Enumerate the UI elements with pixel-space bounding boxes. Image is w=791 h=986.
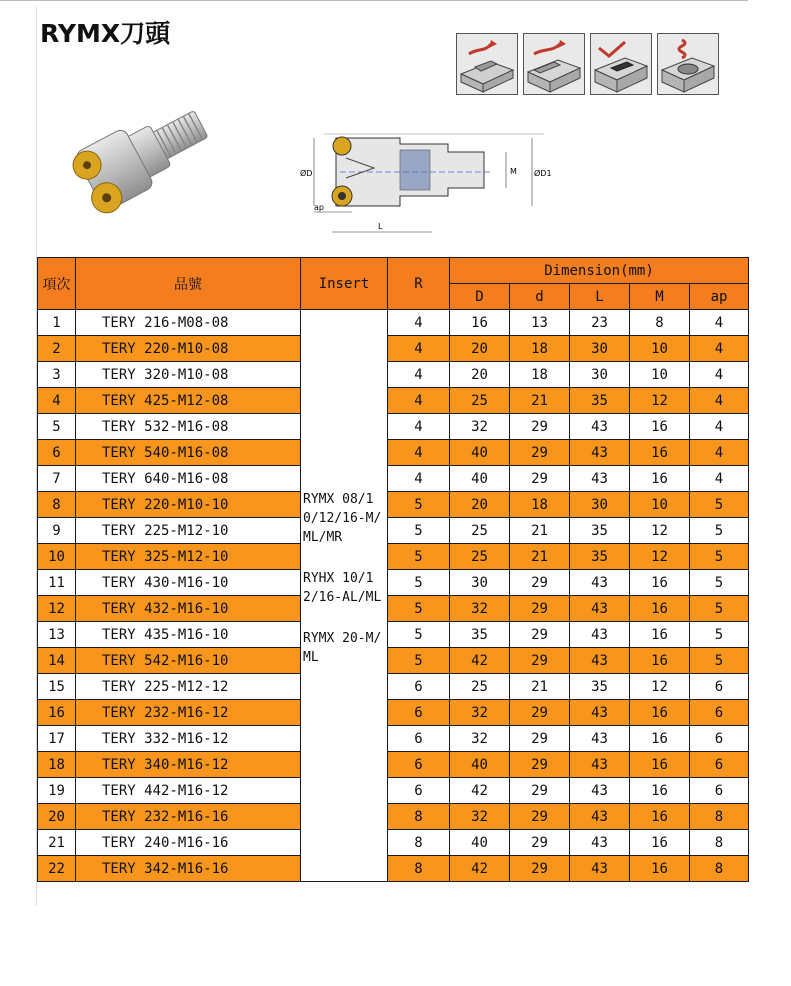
cell-m: 10 xyxy=(630,362,690,388)
cell-r: 4 xyxy=(388,440,450,466)
cell-r: 6 xyxy=(388,700,450,726)
cell-ap: 4 xyxy=(690,414,749,440)
cell-d: 18 xyxy=(510,362,570,388)
cell-l: 35 xyxy=(570,518,630,544)
cell-d: 18 xyxy=(510,492,570,518)
cell-m: 16 xyxy=(630,466,690,492)
cell-l: 43 xyxy=(570,830,630,856)
header-dim-ap: ap xyxy=(690,284,749,310)
cell-m: 16 xyxy=(630,804,690,830)
cell-ap: 6 xyxy=(690,674,749,700)
cell-ap: 4 xyxy=(690,310,749,336)
cell-m: 16 xyxy=(630,414,690,440)
cell-r: 8 xyxy=(388,804,450,830)
cell-no: 22 xyxy=(38,856,76,882)
table-row xyxy=(38,570,749,596)
cell-no: 3 xyxy=(38,362,76,388)
cell-r: 5 xyxy=(388,570,450,596)
table-row xyxy=(38,544,749,570)
cell-d: 20 xyxy=(450,336,510,362)
table-row xyxy=(38,856,749,882)
technical-drawing xyxy=(296,128,556,240)
left-rule xyxy=(0,6,37,906)
cell-d: 29 xyxy=(510,726,570,752)
cell-model: TERY 225-M12-10 xyxy=(76,518,301,544)
cell-ap: 8 xyxy=(690,830,749,856)
cell-m: 16 xyxy=(630,700,690,726)
cell-l: 43 xyxy=(570,752,630,778)
table-row xyxy=(38,414,749,440)
cell-no: 2 xyxy=(38,336,76,362)
cell-m: 10 xyxy=(630,336,690,362)
table-row xyxy=(38,596,749,622)
cell-d: 13 xyxy=(510,310,570,336)
cell-no: 6 xyxy=(38,440,76,466)
cell-ap: 5 xyxy=(690,622,749,648)
ramping-icon xyxy=(657,33,719,95)
cell-d: 29 xyxy=(510,700,570,726)
cell-d: 32 xyxy=(450,700,510,726)
cell-model: TERY 542-M16-10 xyxy=(76,648,301,674)
drawing-label-l: L xyxy=(378,222,383,231)
header-row xyxy=(38,258,749,284)
cell-r: 8 xyxy=(388,830,450,856)
cell-ap: 4 xyxy=(690,466,749,492)
insert-cell xyxy=(301,310,388,882)
cell-no: 4 xyxy=(38,388,76,414)
cell-model: TERY 342-M16-16 xyxy=(76,856,301,882)
cell-d: 32 xyxy=(450,414,510,440)
table-row xyxy=(38,726,749,752)
cell-model: TERY 430-M16-10 xyxy=(76,570,301,596)
cell-l: 43 xyxy=(570,414,630,440)
cell-m: 16 xyxy=(630,778,690,804)
cell-no: 8 xyxy=(38,492,76,518)
insert-grade: RYMX 08/10/12/16-M/ML/MR xyxy=(303,492,382,545)
cell-d: 29 xyxy=(510,440,570,466)
table-row xyxy=(38,310,749,336)
cell-ap: 4 xyxy=(690,362,749,388)
cell-d: 21 xyxy=(510,518,570,544)
insert-grade: RYMX 20-M/ML xyxy=(303,631,382,665)
cell-no: 9 xyxy=(38,518,76,544)
cell-model: TERY 240-M16-16 xyxy=(76,830,301,856)
cell-m: 16 xyxy=(630,648,690,674)
cell-l: 43 xyxy=(570,804,630,830)
cell-d: 20 xyxy=(450,362,510,388)
cell-ap: 6 xyxy=(690,752,749,778)
cell-no: 5 xyxy=(38,414,76,440)
cell-l: 43 xyxy=(570,648,630,674)
cell-model: TERY 425-M12-08 xyxy=(76,388,301,414)
cell-ap: 6 xyxy=(690,778,749,804)
cell-m: 16 xyxy=(630,856,690,882)
cell-d: 35 xyxy=(450,622,510,648)
cell-model: TERY 225-M12-12 xyxy=(76,674,301,700)
cell-r: 5 xyxy=(388,596,450,622)
top-rule xyxy=(0,0,748,7)
table-row xyxy=(38,778,749,804)
cell-r: 5 xyxy=(388,492,450,518)
cell-no: 14 xyxy=(38,648,76,674)
table-row xyxy=(38,674,749,700)
cell-ap: 5 xyxy=(690,596,749,622)
table-row xyxy=(38,752,749,778)
cell-m: 16 xyxy=(630,726,690,752)
header-dim-D: D xyxy=(450,284,510,310)
cell-d: 42 xyxy=(450,648,510,674)
cell-no: 17 xyxy=(38,726,76,752)
cell-no: 15 xyxy=(38,674,76,700)
cell-l: 43 xyxy=(570,778,630,804)
cell-l: 43 xyxy=(570,596,630,622)
cell-d: 30 xyxy=(450,570,510,596)
cell-l: 23 xyxy=(570,310,630,336)
cell-ap: 4 xyxy=(690,440,749,466)
cell-d: 29 xyxy=(510,804,570,830)
spec-table-body xyxy=(38,310,749,882)
cell-ap: 8 xyxy=(690,804,749,830)
cell-d: 40 xyxy=(450,752,510,778)
cell-r: 5 xyxy=(388,622,450,648)
cell-d: 29 xyxy=(510,622,570,648)
table-row xyxy=(38,622,749,648)
cell-d: 32 xyxy=(450,596,510,622)
cell-r: 5 xyxy=(388,544,450,570)
cell-no: 7 xyxy=(38,466,76,492)
cell-r: 5 xyxy=(388,648,450,674)
shoulder-milling-icon xyxy=(456,33,518,95)
table-row xyxy=(38,492,749,518)
cell-ap: 5 xyxy=(690,492,749,518)
cell-d: 20 xyxy=(450,492,510,518)
cell-l: 43 xyxy=(570,856,630,882)
cell-d: 21 xyxy=(510,544,570,570)
cell-d: 29 xyxy=(510,830,570,856)
cell-model: TERY 232-M16-12 xyxy=(76,700,301,726)
drawing-label-d1: ØD1 xyxy=(534,169,552,178)
cell-m: 12 xyxy=(630,388,690,414)
cell-model: TERY 432-M16-10 xyxy=(76,596,301,622)
header-dim-L: L xyxy=(570,284,630,310)
table-row xyxy=(38,648,749,674)
table-row xyxy=(38,362,749,388)
cell-d: 29 xyxy=(510,648,570,674)
cell-d: 25 xyxy=(450,544,510,570)
cell-l: 35 xyxy=(570,674,630,700)
cell-d: 29 xyxy=(510,752,570,778)
face-milling-icon xyxy=(523,33,585,95)
cell-d: 40 xyxy=(450,830,510,856)
cell-no: 13 xyxy=(38,622,76,648)
cell-r: 6 xyxy=(388,778,450,804)
cell-l: 43 xyxy=(570,726,630,752)
cell-m: 16 xyxy=(630,570,690,596)
cell-l: 43 xyxy=(570,570,630,596)
cell-d: 29 xyxy=(510,596,570,622)
cell-ap: 6 xyxy=(690,700,749,726)
cell-r: 6 xyxy=(388,726,450,752)
cell-l: 30 xyxy=(570,336,630,362)
cell-l: 35 xyxy=(570,388,630,414)
cell-d: 42 xyxy=(450,778,510,804)
cell-m: 16 xyxy=(630,622,690,648)
cell-d: 21 xyxy=(510,388,570,414)
cell-model: TERY 220-M10-08 xyxy=(76,336,301,362)
cell-d: 25 xyxy=(450,388,510,414)
cell-r: 4 xyxy=(388,466,450,492)
cell-r: 4 xyxy=(388,362,450,388)
table-row xyxy=(38,804,749,830)
cell-m: 12 xyxy=(630,518,690,544)
cell-d: 32 xyxy=(450,726,510,752)
cell-ap: 5 xyxy=(690,544,749,570)
cell-d: 29 xyxy=(510,466,570,492)
tool-photo xyxy=(70,95,230,225)
cell-l: 30 xyxy=(570,492,630,518)
cell-d: 25 xyxy=(450,518,510,544)
cell-ap: 5 xyxy=(690,518,749,544)
cell-r: 4 xyxy=(388,414,450,440)
cell-r: 5 xyxy=(388,518,450,544)
cell-m: 16 xyxy=(630,830,690,856)
header-dim-d: d xyxy=(510,284,570,310)
cell-model: TERY 435-M16-10 xyxy=(76,622,301,648)
cell-model: TERY 325-M12-10 xyxy=(76,544,301,570)
cell-d: 18 xyxy=(510,336,570,362)
slotting-icon xyxy=(590,33,652,95)
cell-no: 12 xyxy=(38,596,76,622)
cell-l: 43 xyxy=(570,700,630,726)
table-row xyxy=(38,388,749,414)
cell-m: 8 xyxy=(630,310,690,336)
cell-m: 16 xyxy=(630,752,690,778)
cell-d: 21 xyxy=(510,674,570,700)
table-row xyxy=(38,518,749,544)
cell-model: TERY 540-M16-08 xyxy=(76,440,301,466)
cell-ap: 4 xyxy=(690,388,749,414)
cell-no: 20 xyxy=(38,804,76,830)
header-dim-M: M xyxy=(630,284,690,310)
cell-no: 21 xyxy=(38,830,76,856)
cell-l: 30 xyxy=(570,362,630,388)
table-row xyxy=(38,700,749,726)
drawing-label-m: M xyxy=(510,167,517,176)
cell-m: 10 xyxy=(630,492,690,518)
header-insert: Insert xyxy=(301,258,388,310)
cell-r: 6 xyxy=(388,674,450,700)
cell-model: TERY 640-M16-08 xyxy=(76,466,301,492)
cell-no: 11 xyxy=(38,570,76,596)
cell-no: 16 xyxy=(38,700,76,726)
cell-no: 18 xyxy=(38,752,76,778)
cell-model: TERY 216-M08-08 xyxy=(76,310,301,336)
cell-ap: 6 xyxy=(690,726,749,752)
drawing-label-ap: ap xyxy=(314,203,324,212)
cell-r: 4 xyxy=(388,388,450,414)
cell-d: 42 xyxy=(450,856,510,882)
cell-d: 32 xyxy=(450,804,510,830)
cell-d: 16 xyxy=(450,310,510,336)
cell-m: 12 xyxy=(630,674,690,700)
cell-d: 29 xyxy=(510,570,570,596)
cell-no: 1 xyxy=(38,310,76,336)
cell-d: 29 xyxy=(510,414,570,440)
cell-m: 12 xyxy=(630,544,690,570)
header-model: 品號 xyxy=(76,258,301,310)
cell-m: 16 xyxy=(630,596,690,622)
cell-d: 25 xyxy=(450,674,510,700)
header-r: R xyxy=(388,258,450,310)
cell-ap: 8 xyxy=(690,856,749,882)
cell-d: 29 xyxy=(510,778,570,804)
cell-r: 4 xyxy=(388,336,450,362)
table-row xyxy=(38,466,749,492)
cell-no: 10 xyxy=(38,544,76,570)
header-dimension: Dimension(mm) xyxy=(450,258,749,284)
cell-r: 8 xyxy=(388,856,450,882)
table-row xyxy=(38,440,749,466)
cell-r: 4 xyxy=(388,310,450,336)
cell-l: 43 xyxy=(570,466,630,492)
cell-ap: 5 xyxy=(690,648,749,674)
cell-d: 29 xyxy=(510,856,570,882)
spec-table xyxy=(37,257,749,882)
table-row xyxy=(38,336,749,362)
drawing-label-d: ØD xyxy=(300,169,313,178)
cell-ap: 4 xyxy=(690,336,749,362)
cell-model: TERY 340-M16-12 xyxy=(76,752,301,778)
cell-model: TERY 442-M16-12 xyxy=(76,778,301,804)
page-title: RYMX刀頭 xyxy=(40,19,171,48)
header-no: 項次 xyxy=(38,258,76,310)
cell-model: TERY 232-M16-16 xyxy=(76,804,301,830)
cell-l: 35 xyxy=(570,544,630,570)
cell-model: TERY 220-M10-10 xyxy=(76,492,301,518)
cell-model: TERY 532-M16-08 xyxy=(76,414,301,440)
cell-r: 6 xyxy=(388,752,450,778)
cell-l: 43 xyxy=(570,440,630,466)
cell-no: 19 xyxy=(38,778,76,804)
operation-icons xyxy=(456,33,719,95)
cell-ap: 5 xyxy=(690,570,749,596)
table-row xyxy=(38,830,749,856)
insert-grade: RYHX 10/12/16-AL/ML xyxy=(303,571,382,605)
cell-d: 40 xyxy=(450,466,510,492)
cell-model: TERY 320-M10-08 xyxy=(76,362,301,388)
cell-l: 43 xyxy=(570,622,630,648)
cell-d: 40 xyxy=(450,440,510,466)
cell-m: 16 xyxy=(630,440,690,466)
cell-model: TERY 332-M16-12 xyxy=(76,726,301,752)
